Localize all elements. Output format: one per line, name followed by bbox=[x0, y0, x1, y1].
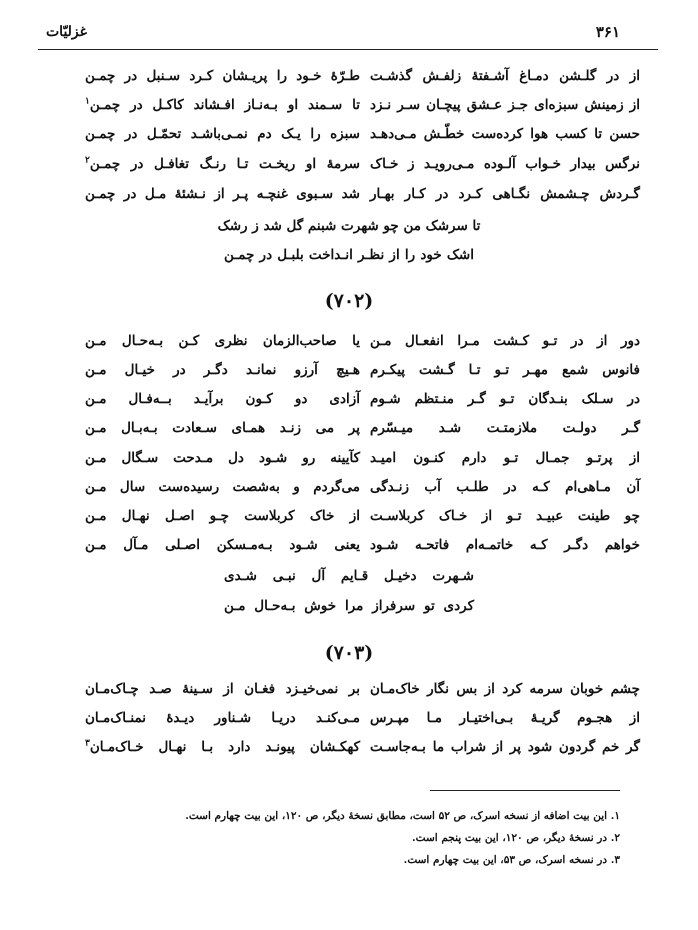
hemistich-first: فانوس شمع مهـر تـو تـا گـشت پیکـرم bbox=[370, 362, 640, 378]
hemistich-second bbox=[85, 739, 360, 755]
hemistich-first: در سـلک بنـدگان تـو گـر منـتظم شـوم bbox=[370, 391, 640, 407]
footnote-marker: ۳ bbox=[85, 738, 90, 749]
couplet bbox=[60, 739, 640, 763]
hemistich-first: چو طینت عبیـد تـو از خـاک کربلاسـت bbox=[370, 508, 640, 524]
closing-line: اشک خود را از نظـر انـداخت بلبـل در چمـن bbox=[224, 247, 474, 263]
page-header bbox=[0, 0, 698, 50]
closing-hemistich bbox=[0, 247, 698, 263]
hemistich-text: تا سـمند او بـه‌نـاز افـشاند کاکـل در چمـن bbox=[89, 97, 360, 113]
closing-hemistich bbox=[0, 598, 698, 614]
hemistich-text: سرمهٔ او ریخـت تـا رنـگ تغافـل در چمـن bbox=[89, 156, 360, 172]
hemistich-first: از هجـوم گریـهٔ بـی‌اختیـار مـا مپـرس bbox=[370, 710, 640, 726]
couplet bbox=[60, 156, 640, 180]
hemistich-first: آن مـاهی‌ام کـه در طلـب آب زنـدگی bbox=[370, 479, 640, 495]
hemistich-first: خواهم دگـر کـه خاتمـه‌ام فاتحـه شـود bbox=[370, 537, 640, 553]
couplet bbox=[60, 479, 640, 503]
hemistich-second bbox=[85, 156, 360, 172]
hemistich-second: یعنی شـود بـه‌مـسکن اصـلی مـآل مـن bbox=[85, 537, 360, 553]
couplet bbox=[60, 97, 640, 121]
poem-number: (۷۰۲) bbox=[324, 290, 374, 312]
footnote: ۳. در نسخه اسرک، ص ۵۳، این بیت چهارم است. bbox=[403, 854, 620, 866]
couplet bbox=[60, 333, 640, 357]
hemistich-second: یا صاحب‌الزمان نظری کـن بـه‌حـال مـن bbox=[85, 333, 360, 349]
footnote-marker: ۱ bbox=[85, 96, 90, 107]
hemistich-first: از در گلـشن دمـاغ آشـفتهٔ زلفـش گذشـت bbox=[370, 68, 640, 84]
closing-hemistich bbox=[0, 218, 698, 234]
footnote-rule bbox=[430, 790, 620, 791]
hemistich-second: طـرّهٔ خـود را پریـشان کـرد سـنبل در چمـن bbox=[85, 68, 360, 84]
running-title: غزلیّات bbox=[46, 24, 87, 40]
hemistich-second: آزادی دو کـون برآیـد بــه‌فـال مـن bbox=[85, 391, 360, 407]
hemistich-text: کهکـشان پیونـد دارد بـا نهـال خـاک‌مـان bbox=[89, 739, 360, 755]
closing-line: تا سرشک من چو شهرت شبنم گل شد ز رشک bbox=[217, 218, 481, 234]
footnote: ۱. این بیت اضافه از نسخه اسرک، ص ۵۲ است، مطابق نسخهٔ دیگر، ص ۱۲۰، این بیت چهارم است. bbox=[185, 810, 620, 822]
couplet bbox=[60, 126, 640, 150]
hemistich-second: مـی‌کنـد دریـا شـناور دیـدهٔ نمنـاک‌مـان bbox=[85, 710, 360, 726]
couplet bbox=[60, 450, 640, 474]
hemistich-second: سبزه را یـک دم نمـی‌باشـد تحمّـل در چمـن bbox=[85, 126, 360, 142]
closing-line: شـهرت دخیـل قـایم آل نبـی شـدی bbox=[224, 568, 474, 584]
hemistich-first: حسن تا کسب هوا کرده‌ست خطّـش مـی‌دهـد bbox=[370, 126, 640, 142]
footnote: ۲. در نسخهٔ دیگر، ص ۱۲۰، این بیت پنجم است. bbox=[411, 832, 620, 844]
hemistich-first: گـر دولـت ملازمتـت شـد میـسّرم bbox=[370, 420, 640, 436]
hemistich-second: از خاک کربلاست چـو اصـل نهـال مـن bbox=[85, 508, 360, 524]
hemistich-second: بر نمی‌خیـزد فغـان از سـینهٔ صـد چـاک‌مـان bbox=[85, 681, 360, 697]
poem-number: (۷۰۳) bbox=[324, 642, 374, 664]
hemistich-first: دور از در تـو کـشت مـرا انفعـال مـن bbox=[370, 333, 640, 349]
closing-hemistich bbox=[0, 568, 698, 584]
couplet bbox=[60, 537, 640, 561]
hemistich-first: گر خم گردون شود پر از شراب ما بـه‌جاسـت bbox=[370, 739, 640, 755]
couplet bbox=[60, 186, 640, 210]
hemistich-second bbox=[85, 97, 360, 113]
header-rule bbox=[38, 49, 658, 50]
couplet bbox=[60, 362, 640, 386]
couplet bbox=[60, 391, 640, 415]
hemistich-second: پر می زنـد همـای سـعادت بـه‌بـال مـن bbox=[85, 420, 360, 436]
couplet bbox=[60, 681, 640, 705]
couplet bbox=[60, 508, 640, 532]
hemistich-first: چشم خوبان سرمه کرد از بس نگار خاک‌مـان bbox=[370, 681, 640, 697]
couplet bbox=[60, 68, 640, 92]
couplet bbox=[60, 420, 640, 444]
footnote-marker: ۲ bbox=[85, 155, 90, 166]
hemistich-second: هـیچ آرزو نمانـد دگـر در خیـال مـن bbox=[85, 362, 360, 378]
hemistich-first: از پرتـو جمـال تـو دارم کنـون امیـد bbox=[370, 450, 640, 466]
page-number: ۳۶۱ bbox=[595, 23, 620, 41]
hemistich-first: از زمینش سبزه‌ای جـز عـشق پیچـان سـر نـزد bbox=[370, 97, 640, 113]
hemistich-second: می‌گردم و به‌شصت رسیده‌ست سال مـن bbox=[85, 479, 360, 495]
hemistich-first: نرگس بیدار خـواب آلـوده مـی‌رویـد ز خـاک bbox=[370, 156, 640, 172]
hemistich-second: شد سـبوی غنچـه پـر از نـشئهٔ مـل در چمـن bbox=[85, 186, 360, 202]
couplet bbox=[60, 710, 640, 734]
hemistich-first: گـردش چـشمش نگـاهی کـرد در کـار بهـار bbox=[370, 186, 640, 202]
closing-line: کردی تو سرفراز مرا خوش بـه‌حـال مـن bbox=[224, 598, 474, 614]
hemistich-second: کآیینه رو شـود دل مـدحت سـگال مـن bbox=[85, 450, 360, 466]
